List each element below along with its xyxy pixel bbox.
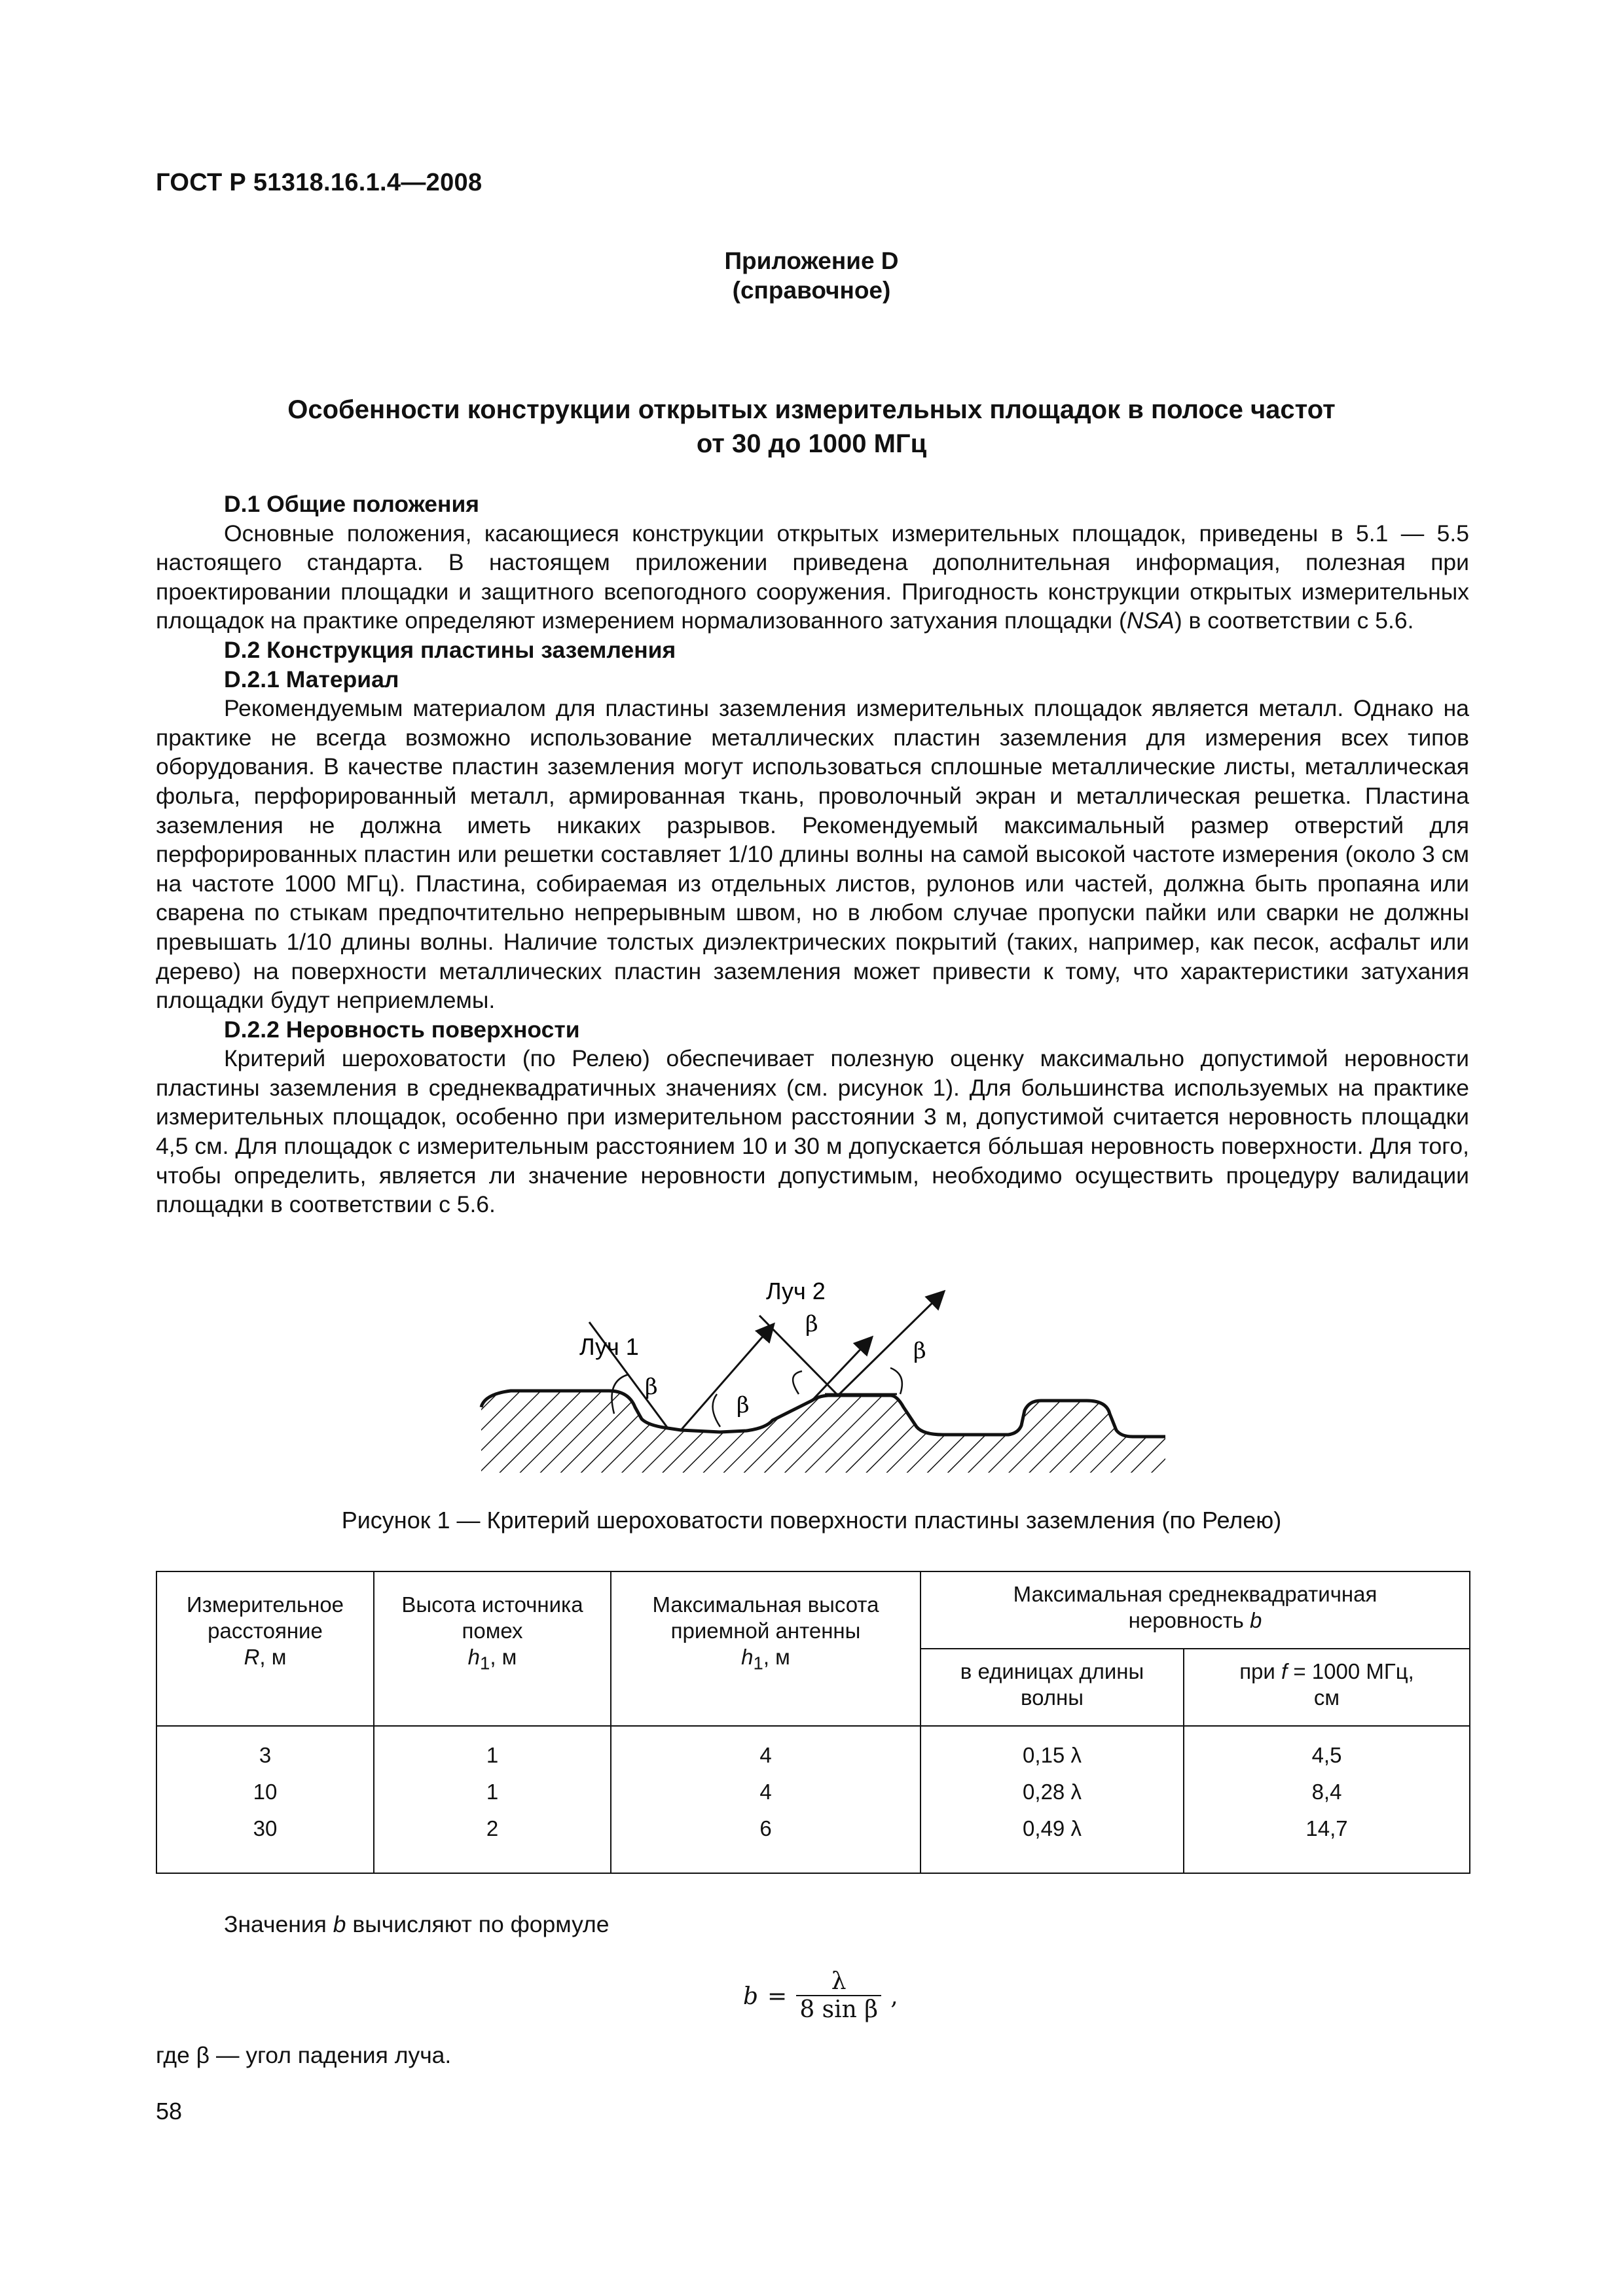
ray2-label: Луч 2 (766, 1278, 826, 1304)
annex-title-line2: от 30 до 1000 МГц (696, 429, 927, 458)
ray2-incident (759, 1316, 838, 1395)
section-heading-d21: D.2.1 Материал (224, 666, 399, 692)
table-column-antenna-height: 4 4 6 (611, 1726, 921, 1873)
formula-denominator: 8 sin β (799, 1996, 879, 2023)
header-antenna-height: Максимальная высота приемной антенны $h_1$, м (611, 1571, 921, 1726)
section-heading-d1: D.1 Общие положения (224, 491, 479, 517)
table-column-wavelength-units: 0,15 λ 0,28 λ 0,49 λ (921, 1726, 1184, 1873)
figure-caption: Рисунок 1 — Критерий шероховатости поверхности пластины заземления (по Релею) (341, 1507, 1282, 1534)
figure-roughness-diagram (471, 1276, 1178, 1486)
angle-arc-2 (713, 1394, 720, 1427)
paragraph-d21: Рекомендуемым материалом для пластины заземления измерительных площадок является металл. Однако на практике не всегда возможно использование металлических пластин заземления для измерения всех типов оборудования. В качестве пластин заземления могут использоваться сплошные металлические листы, металлическая фольга, перфорированный металл, армированная ткань, проволочный экран и металлическая решетка. Пластина заземления не должна иметь никаких разрывов. Рекомендуемый максимальный размер отверстий для перфорированных пластин или решетки составляет 1/10 длины волны на самой высокой частоте измерения (около 3 см на частоте 1000 МГц). Пластина, собираемая из отдельных листов, рулонов или частей, должна быть пропаяна или сварена по стыкам предпочтительно непрерывным швом, но в любом случае пропуски пайки или сварки не должны превышать 1/10 длины волны. Наличие толстых диэлектрических покрытий (таких, например, как песок, асфальт или дерево) на поверхности металлических пластин заземления может привести к тому, что характеристики затухания площадки будут неприемлемы. (156, 695, 1469, 1014)
annex-title-line1: Особенности конструкции открытых измерительных площадок в полосе частот (287, 395, 1336, 424)
table-column-cm: 4,5 8,4 14,7 (1184, 1726, 1470, 1873)
header-measurement-distance: Измерительное расстояние R, м (156, 1571, 374, 1726)
header-source-height: Высота источника помех $h_1$, м (374, 1571, 611, 1726)
roughness-table (156, 1571, 1470, 1874)
beta-label-3: β (805, 1311, 818, 1337)
beta-label-2: β (737, 1392, 750, 1418)
table-column-distance: 3 10 30 (156, 1726, 374, 1873)
nsa-abbrev: NSA (1126, 607, 1175, 634)
formula-numerator: λ (831, 1968, 847, 1995)
formula-intro: Значения b вычисляют по формуле (224, 1911, 610, 1937)
section-heading-d2: D.2 Конструкция пластины заземления (224, 636, 676, 663)
formula-lhs: b (743, 1982, 759, 2010)
ray2-reflected-arrow (838, 1293, 943, 1395)
formula-where: где β — угол падения луча. (156, 2042, 452, 2068)
header-max-rms-roughness: Максимальная среднеквадратичная неровность b (921, 1571, 1470, 1649)
ray1-label: Луч 1 (579, 1333, 639, 1360)
formula-b: b = λ 8 sin β , (743, 1968, 898, 2023)
paragraph-d1: Основные положения, касающиеся конструкции открытых измерительных площадок, приведены в 5.1 — 5.5 настоящего стандарта. В настоящем приложении приведена дополнительная информация, полезная при проектировании площадки и защитного всепогодного сооружения. Пригодность конструкции открытых измерительных площадок на практике определяют измерением нормализованного затухания площадки (NSA) в соответствии с 5.6. (156, 520, 1469, 634)
ground-surface-hatching (481, 1391, 1165, 1473)
ray1-reflected-arrow (681, 1325, 773, 1430)
angle-arc-3 (793, 1371, 802, 1394)
section-heading-d22: D.2.2 Неровность поверхности (224, 1016, 580, 1043)
beta-label-4: β (913, 1338, 926, 1364)
angle-arc-4 (890, 1368, 902, 1394)
standard-id: ГОСТ Р 51318.16.1.4—2008 (156, 169, 483, 196)
annex-status: (справочное) (732, 277, 891, 304)
page-number: 58 (156, 2098, 183, 2125)
header-in-wavelength-units: в единицах длины волны (921, 1649, 1184, 1726)
table-column-source-height: 1 1 2 (374, 1726, 611, 1873)
paragraph-d22: Критерий шероховатости (по Релею) обеспечивает полезную оценку максимально допустимой неровности пластины заземления в среднеквадратичных значениях (см. рисунок 1). Для большинства используемых на практике измерительных площадок, особенно при измерительном расстоянии 3 м, допустимой считается неровность площадки 4,5 см. Для площадок с измерительным расстоянием 10 и 30 м допускается бóльшая неровность поверхности. Для того, чтобы определить, является ли значение неровности допустимым, необходимо осуществить процедуру валидации площадки в соответствии с 5.6. (156, 1045, 1469, 1218)
beta-label-1: β (645, 1374, 658, 1400)
annex-label: Приложение D (724, 247, 899, 274)
header-at-1000mhz: при f = 1000 МГц, см (1184, 1649, 1470, 1726)
body-text (156, 490, 1469, 1219)
